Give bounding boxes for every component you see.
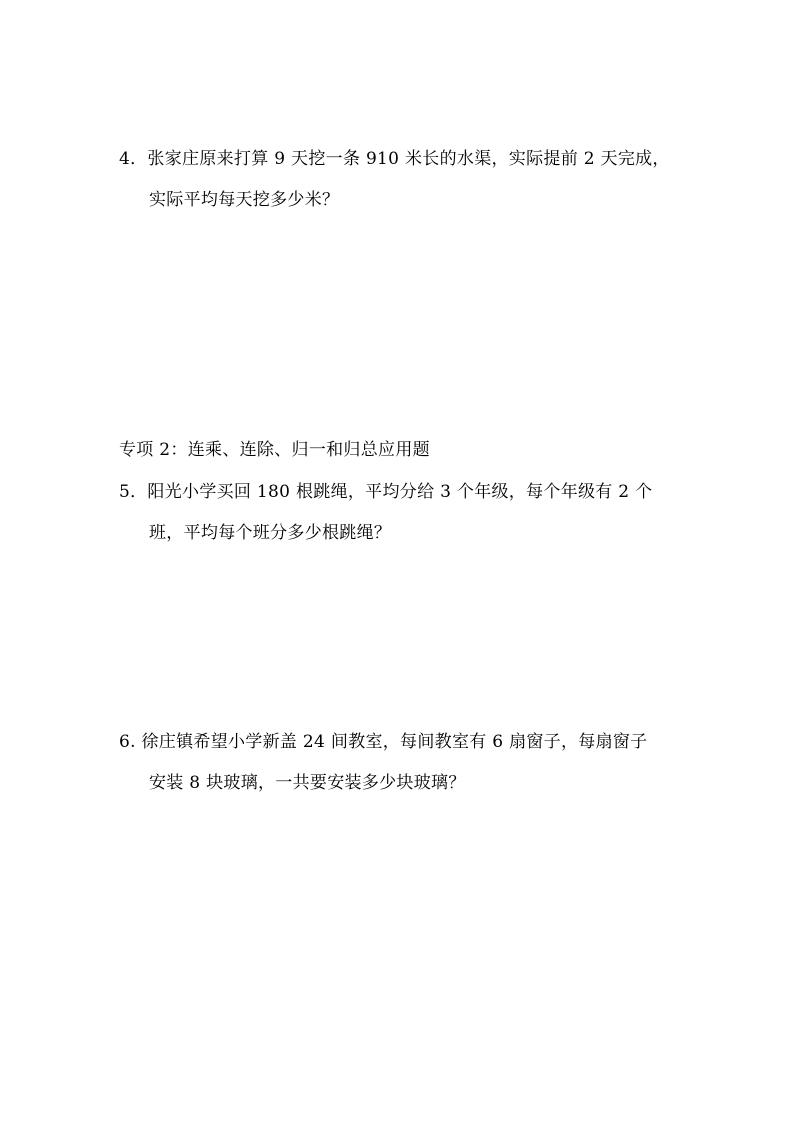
question-5-line-2: 班，平均每个班分多少根跳绳？ — [149, 523, 392, 543]
question-4-line-2: 实际平均每天挖多少米？ — [149, 190, 340, 210]
question-6-line-2: 安装 8 块玻璃，一共要安装多少块玻璃？ — [149, 773, 466, 793]
section-2-heading: 专项 2：连乘、连除、归一和归总应用题 — [119, 440, 430, 460]
question-5-line-1: 5．阳光小学买回 180 根跳绳，平均分给 3 个年级，每个年级有 2 个 — [119, 482, 653, 502]
question-4-line-1: 4．张家庄原来打算 9 天挖一条 910 米长的水渠，实际提前 2 天完成， — [119, 149, 670, 169]
question-6-line-1: 6. 徐庄镇希望小学新盖 24 间教室，每间教室有 6 扇窗子，每扇窗子 — [119, 732, 648, 752]
